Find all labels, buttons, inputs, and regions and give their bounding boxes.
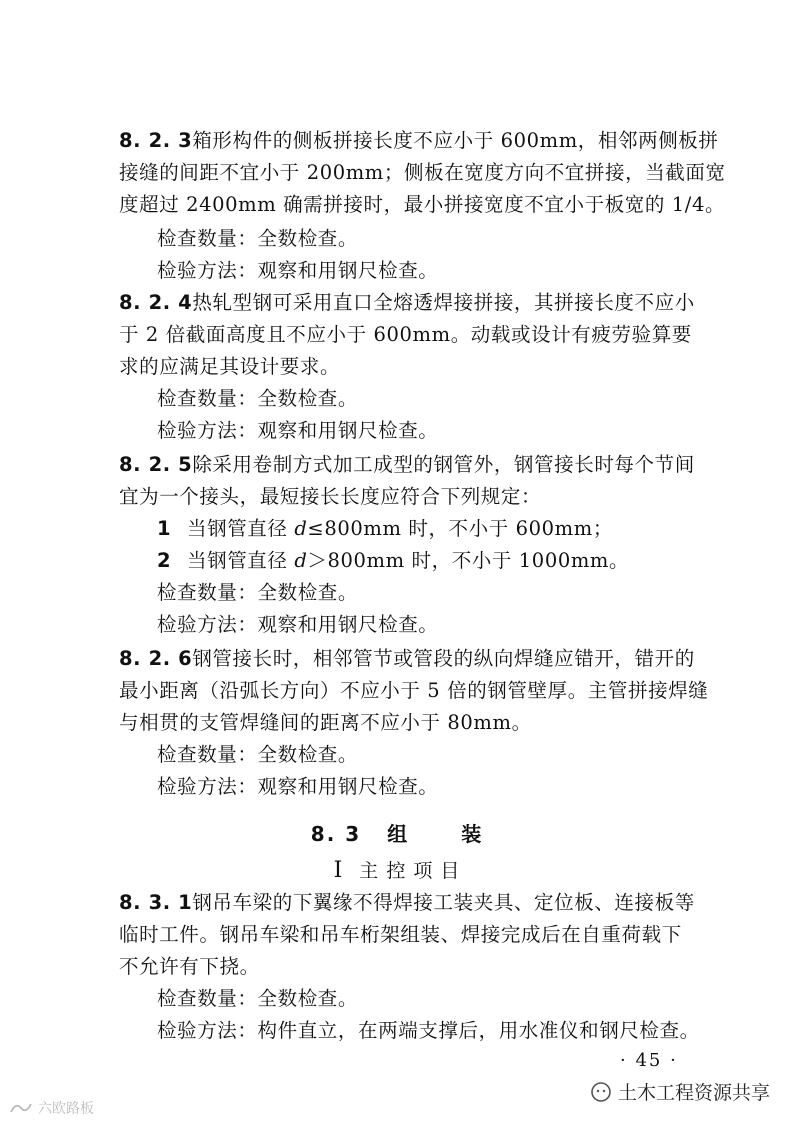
subsection-title: Ⅰ 主 控 项 目 (333, 858, 461, 883)
clause-8-2-3-line-3: 度超过 2400mm 确需拼接时，最小拼接宽度不宜小于板宽的 1/4。 (119, 193, 726, 216)
check-quantity: 检查数量：全数检查。 (157, 987, 359, 1010)
check-method: 检验方法：观察和用钢尺检查。 (157, 613, 439, 636)
clause-8-2-6-line-3: 与相贯的支管焊缝间的距离不应小于 80mm。 (119, 711, 532, 734)
list-item: 2 当钢管直径 d＞800mm 时，不小于 1000mm。 (157, 549, 630, 572)
clause-8-2-5-line-1: 8. 2. 5除采用卷制方式加工成型的钢管外，钢管接长时每个节间 (119, 453, 695, 476)
clause-8-2-6-line-1: 8. 2. 6钢管接长时，相邻管节或管段的纵向焊缝应错开，错开的 (119, 647, 695, 670)
check-quantity: 检查数量：全数检查。 (157, 387, 359, 410)
clause-8-2-3-line-2: 接缝的间距不宜小于 200mm；侧板在宽度方向不宜拼接，当截面宽 (119, 161, 726, 184)
clause-8-2-6-line-2: 最小距离（沿弧长方向）不应小于 5 倍的钢管壁厚。主管拼接焊缝 (119, 679, 709, 702)
clause-number: 8. 2. 6 (119, 647, 193, 670)
clause-8-2-3-line-1: 8. 2. 3箱形构件的侧板拼接长度不应小于 600mm，相邻两侧板拼 (119, 129, 719, 152)
watermark-right: 土木工程资源共享 (590, 1078, 770, 1105)
page-number: · 45 · (620, 1050, 678, 1071)
clause-8-2-4-line-2: 于 2 倍截面高度且不应小于 600mm。动载或设计有疲劳验算要 (119, 323, 692, 346)
wechat-icon (590, 1081, 612, 1103)
check-quantity: 检查数量：全数检查。 (157, 581, 359, 604)
clause-8-2-4-line-1: 8. 2. 4热轧型钢可采用直口全熔透焊接拼接，其拼接长度不应小 (119, 291, 695, 314)
check-method: 检验方法：观察和用钢尺检查。 (157, 419, 439, 442)
check-method: 检验方法：观察和用钢尺检查。 (157, 259, 439, 282)
clause-8-3-1-line-3: 不允许有下挠。 (119, 955, 260, 978)
section-title: 8. 3 组 装 (310, 822, 484, 846)
clause-number: 8. 3. 1 (119, 891, 193, 914)
clause-8-2-5-line-2: 宜为一个接头，最短接长长度应符合下列规定： (119, 485, 542, 508)
clause-8-2-4-line-3: 求的应满足其设计要求。 (119, 355, 341, 378)
watermark-left: 六欧路板 (8, 1098, 94, 1118)
check-quantity: 检查数量：全数检查。 (157, 227, 359, 250)
clause-number: 8. 2. 5 (119, 453, 193, 476)
logo-icon (8, 1100, 34, 1116)
clause-8-3-1-line-2: 临时工件。钢吊车梁和吊车桁架组装、焊接完成后在自重荷载下 (119, 923, 682, 946)
clause-number: 8. 2. 4 (119, 291, 193, 314)
list-item: 1 当钢管直径 d≤800mm 时，不小于 600mm； (157, 517, 613, 540)
clause-8-3-1-line-1: 8. 3. 1钢吊车梁的下翼缘不得焊接工装夹具、定位板、连接板等 (119, 891, 695, 914)
check-quantity: 检查数量：全数检查。 (157, 743, 359, 766)
check-method: 检验方法：构件直立，在两端支撑后，用水准仪和钢尺检查。 (157, 1019, 700, 1042)
check-method: 检验方法：观察和用钢尺检查。 (157, 775, 439, 798)
clause-number: 8. 2. 3 (119, 129, 193, 152)
